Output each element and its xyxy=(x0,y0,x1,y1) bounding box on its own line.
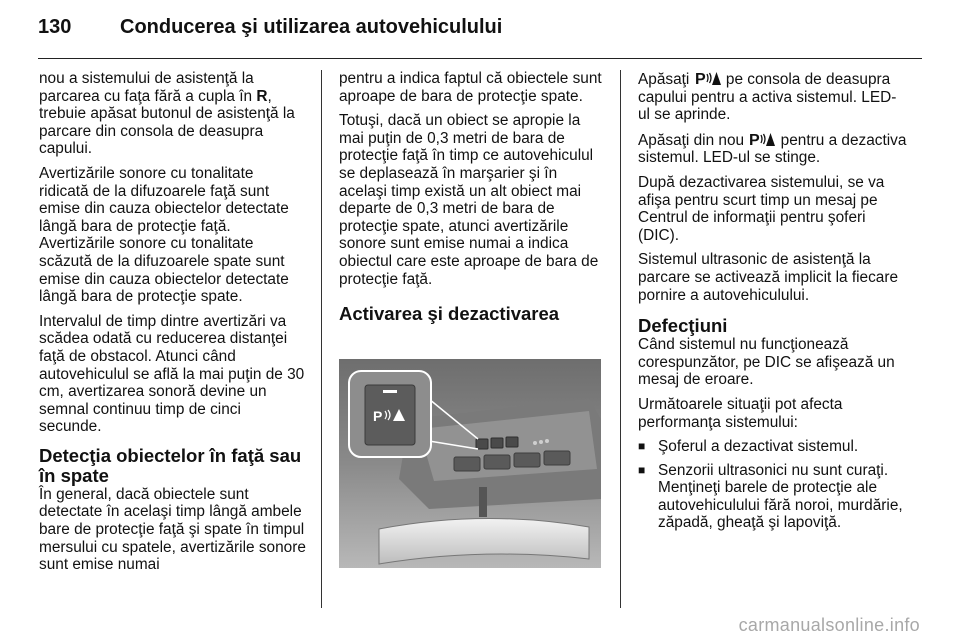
svg-text:P: P xyxy=(373,408,383,424)
paragraph: Intervalul de timp dintre avertizări va scădea odată cu reducerea distanţei faţă de obstacol. Atunci când autovehiculul se află la mai puţin de 30 cm, avertizarea sonoră devine un semnal continuu timp de cinci secunde. xyxy=(39,312,305,436)
svg-text:P: P xyxy=(694,71,706,86)
overhead-console-illustration xyxy=(339,359,601,568)
page-number: 130 xyxy=(38,16,72,38)
text-column-2 xyxy=(339,70,607,334)
list-item: ■ Şoferul a dezactivat sistemul. xyxy=(638,438,908,456)
paragraph: După dezactivarea sistemului, se va afişa pentru scurt timp un mesaj pe Centrul de informaţii pentru şoferi (DIC). xyxy=(638,173,885,244)
text-column-3 xyxy=(638,70,908,538)
park-assist-button-icon xyxy=(749,131,775,147)
section-heading-detection: Detecţia obiectelor în faţă sau în spate xyxy=(39,444,302,486)
column-divider-2 xyxy=(620,70,621,608)
fault-conditions-list xyxy=(638,438,908,532)
paragraph: Apăsaţi din nou P pentru a dezactiva sistemul. LED-ul se stinge. xyxy=(638,131,907,167)
paragraph: Sistemul ultrasonic de asistenţă la parcare se activează implicit la fiecare pornire a autovehiculului. xyxy=(638,251,899,304)
page-header xyxy=(38,16,502,46)
list-item: ■ Senzorii ultrasonici nu sunt curaţi. Menţineţi barele de protecţie ale autovehiculului fără noroi, murdărie, zăpadă, gheaţă şi lapoviţă. xyxy=(638,462,908,532)
paragraph: Următoarele situaţii pot afecta performanţa sistemului: xyxy=(638,395,843,431)
gear-r-label: R xyxy=(256,87,268,105)
header-divider xyxy=(38,58,922,59)
paragraph: nou a sistemului de asistenţă la parcarea cu faţa fără a cupla în R, trebuie apăsat butonul de asistenţă la parcare din consola de deasupra capului. xyxy=(39,70,295,158)
park-assist-button-icon xyxy=(695,70,721,86)
paragraph: Totuşi, dacă un obiect se apropie la mai puţin de 0,3 metri de bara de protecţie faţă în timp ce autovehiculul se deplasează în marşarier şi în acelaşi timp există un alt obiect mai departe de 0,3 metri de bara de protecţie spate, atunci avertizările sonore sunt emise numai a indica obiectul care este aproape de bara de protecţie faţă. xyxy=(339,112,599,288)
chapter-title: Conducerea şi utilizarea autovehiculului xyxy=(120,16,503,38)
section-heading-faults: Defecţiuni xyxy=(638,315,728,337)
column-divider-1 xyxy=(321,70,322,608)
section-heading-activation: Activarea şi dezactivarea xyxy=(339,303,560,325)
paragraph: pentru a indica faptul că obiectele sunt aproape de bara de protecţie spate. xyxy=(339,70,602,105)
paragraph: Când sistemul nu funcţionează corespunzător, pe DIC se afişează un mesaj de eroare. xyxy=(638,336,895,389)
watermark: carmanualsonline.info xyxy=(738,615,920,635)
paragraph: Avertizările sonore cu tonalitate ridicată de la difuzoarele faţă sunt emise din cauza obiectelor detectate lângă bara de protecţie faţă. Avertizările sonore cu tonalitate scăzută de la difuzoarele spate sunt emise din cauza obiectelor detectate lângă bara de protecţie spate. xyxy=(39,164,289,306)
svg-text:P: P xyxy=(749,131,761,147)
paragraph: În general, dacă obiectele sunt detectate în acelaşi timp lângă ambele bare de protecţie faţă şi spate în timpul mersului cu spatele, avertizările sonore sunt emise numai xyxy=(39,485,306,574)
paragraph: Apăsaţi P pe consola de deasupra capului pentru a activa sistemul. LED-ul se aprinde. xyxy=(638,71,897,124)
text-column-1 xyxy=(39,70,307,581)
